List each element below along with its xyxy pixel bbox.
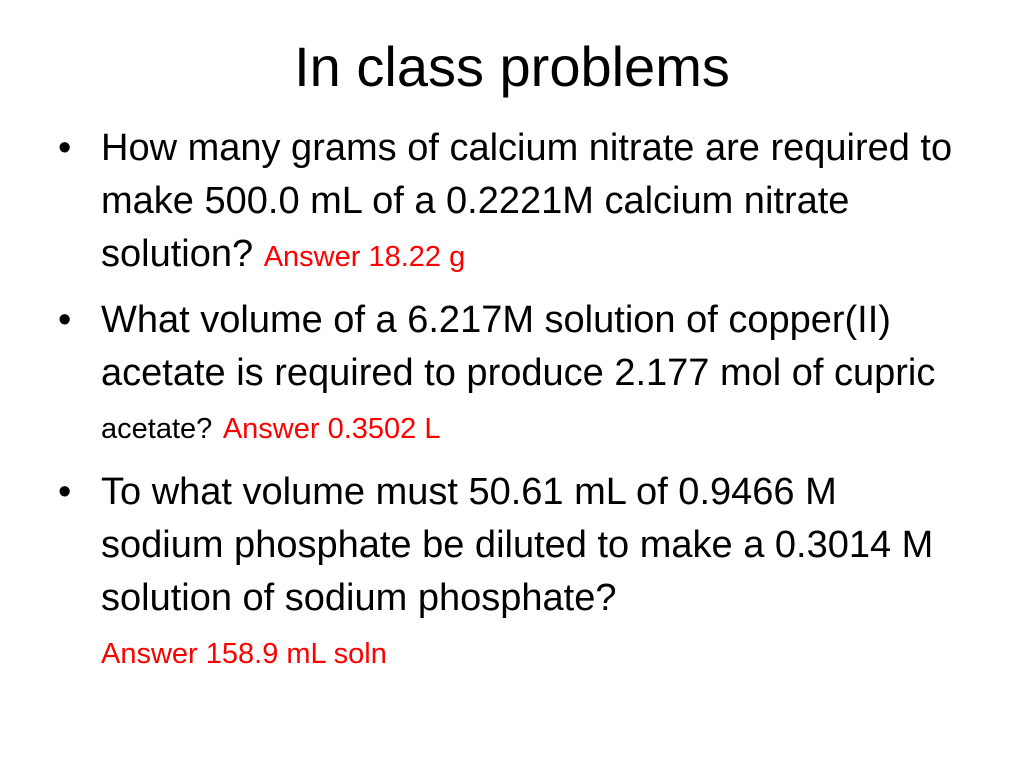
- problem-question-small: acetate?: [101, 413, 213, 445]
- problem-list: [58, 122, 958, 691]
- problem-question: What volume of a 6.217M solution of copper(II) acetate is required to produce 2.177 mol of cupric: [101, 299, 936, 394]
- slide-title: In class problems: [294, 35, 730, 98]
- bullet-icon: •: [58, 299, 72, 341]
- problem-item: [58, 294, 958, 456]
- bullet-icon: •: [58, 127, 72, 169]
- problem-answer: Answer 18.22 g: [263, 241, 466, 273]
- problem-question: To what volume must 50.61 mL of 0.9466 M sodium phosphate be diluted to make a 0.3014 M solution of sodium phosphate?: [101, 471, 934, 619]
- problem-item: [58, 466, 958, 681]
- bullet-icon: •: [58, 471, 72, 513]
- problem-item: [58, 122, 958, 284]
- problem-question: How many grams of calcium nitrate are required to make 500.0 mL of a 0.2221M calcium nitrate solution?: [101, 127, 953, 275]
- problem-answer: Answer 0.3502 L: [222, 413, 441, 445]
- problem-answer: Answer 158.9 mL soln: [101, 638, 387, 670]
